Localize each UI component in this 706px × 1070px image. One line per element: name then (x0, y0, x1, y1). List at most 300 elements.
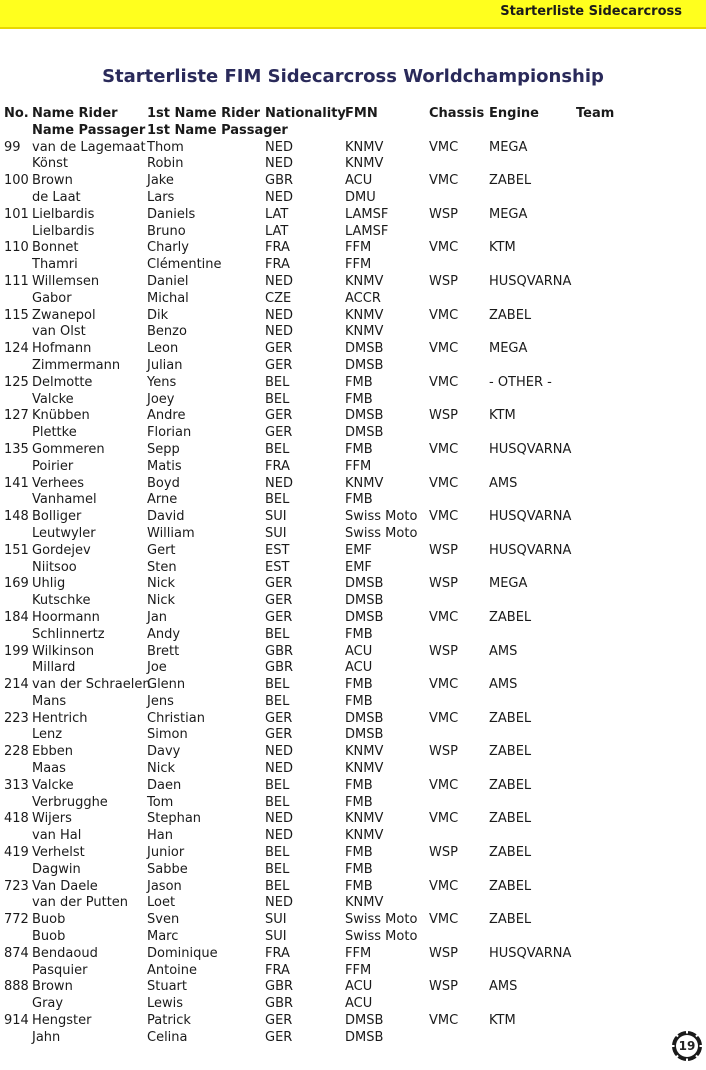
passenger-first-name: Arne (147, 492, 178, 508)
rider-name: Hengster (32, 1013, 92, 1029)
passenger-name: Poirier (32, 458, 74, 474)
rider-name: Van Daele (32, 878, 98, 894)
passenger-nationality: GER (265, 425, 293, 441)
passenger-nationality: SUI (265, 525, 287, 541)
table-row-passenger (0, 862, 706, 879)
passenger-fmn: ACU (345, 996, 373, 1012)
header-engine: Engine (489, 106, 539, 121)
rider-fmn: FMB (345, 878, 373, 894)
rider-nationality: SUI (265, 509, 287, 525)
passenger-first-name: Benzo (147, 324, 187, 340)
passenger-name: van Olst (32, 324, 86, 340)
rider-first-name: Daniel (147, 273, 189, 289)
rider-first-name: Patrick (147, 1013, 191, 1029)
rider-fmn: ACU (345, 643, 373, 659)
passenger-name: Gray (32, 996, 64, 1012)
entry-no: 125 (4, 374, 29, 390)
entry-no: 111 (4, 273, 29, 289)
rider-nationality: BEL (265, 845, 290, 861)
engine: HUSQVARNA (489, 441, 572, 457)
passenger-nationality: CZE (265, 290, 292, 306)
passenger-name: Verbrugghe (32, 794, 108, 810)
rider-nationality: FRA (265, 945, 290, 961)
table-row-passenger (0, 996, 706, 1013)
passenger-nationality: BEL (265, 794, 290, 810)
table-row-passenger (0, 324, 706, 341)
rider-fmn: KNMV (345, 811, 384, 827)
engine: HUSQVARNA (489, 273, 572, 289)
passenger-name: van der Putten (32, 895, 129, 911)
passenger-fmn: FMB (345, 693, 373, 709)
rider-fmn: Swiss Moto (345, 509, 418, 525)
passenger-fmn: DMSB (345, 425, 384, 441)
table-row-passenger (0, 358, 706, 375)
engine: HUSQVARNA (489, 509, 572, 525)
passenger-first-name: Han (147, 828, 173, 844)
passenger-fmn: Swiss Moto (345, 525, 418, 541)
rider-name: Delmotte (32, 374, 93, 390)
entry-no: 148 (4, 509, 29, 525)
rider-first-name: Sven (147, 912, 180, 928)
rider-fmn: KNMV (345, 273, 384, 289)
rider-name: Wilkinson (32, 643, 95, 659)
chassis: VMC (429, 710, 459, 726)
entry-no: 418 (4, 811, 29, 827)
table-row-passenger (0, 156, 706, 173)
rider-fmn: ACU (345, 173, 373, 189)
entry-no: 914 (4, 1013, 29, 1029)
passenger-fmn: DMU (345, 189, 376, 205)
rider-nationality: BEL (265, 878, 290, 894)
page-title: Starterliste FIM Sidecarcross Worldchampionship (102, 66, 604, 87)
table-row (0, 543, 706, 560)
engine: ZABEL (489, 744, 532, 760)
passenger-first-name: Andy (147, 626, 181, 642)
rider-name: Valcke (32, 777, 74, 793)
rider-nationality: GER (265, 341, 293, 357)
entry-no: 313 (4, 777, 29, 793)
table-row (0, 240, 706, 257)
passenger-nationality: NED (265, 761, 293, 777)
passenger-first-name: Matis (147, 458, 182, 474)
engine: ZABEL (489, 912, 532, 928)
table-row (0, 744, 706, 761)
passenger-first-name: Sabbe (147, 861, 188, 877)
passenger-nationality: NED (265, 828, 293, 844)
table-row (0, 509, 706, 526)
passenger-nationality: GER (265, 593, 293, 609)
passenger-fmn: KNMV (345, 895, 384, 911)
passenger-name: de Laat (32, 189, 81, 205)
passenger-fmn: FFM (345, 257, 372, 273)
passenger-nationality: BEL (265, 861, 290, 877)
passenger-nationality: GER (265, 727, 293, 743)
rider-fmn: FFM (345, 240, 372, 256)
passenger-first-name: Lewis (147, 996, 184, 1012)
entry-no: 127 (4, 408, 29, 424)
rider-name: Wijers (32, 811, 72, 827)
chassis: WSP (429, 206, 458, 222)
table-row-passenger (0, 627, 706, 644)
rider-nationality: GBR (265, 979, 294, 995)
header-first-name-rider: 1st Name Rider (147, 106, 261, 121)
table-row (0, 341, 706, 358)
rider-fmn: DMSB (345, 609, 384, 625)
passenger-nationality: FRA (265, 257, 290, 273)
passenger-nationality: BEL (265, 492, 290, 508)
passenger-nationality: NED (265, 324, 293, 340)
rider-first-name: Jake (147, 173, 174, 189)
passenger-name: van Hal (32, 828, 82, 844)
passenger-name: Buob (32, 929, 66, 945)
passenger-nationality: FRA (265, 962, 290, 978)
passenger-first-name: Antoine (147, 962, 198, 978)
passenger-first-name: Joe (147, 660, 167, 676)
rider-first-name: Stuart (147, 979, 187, 995)
table-row (0, 946, 706, 963)
chassis: VMC (429, 341, 459, 357)
passenger-first-name: Jens (147, 693, 174, 709)
passenger-name: Plettke (32, 425, 77, 441)
engine: MEGA (489, 341, 528, 357)
chassis: WSP (429, 408, 458, 424)
table-row (0, 644, 706, 661)
passenger-first-name: Tom (147, 794, 174, 810)
rider-name: Gommeren (32, 441, 105, 457)
entry-no: 888 (4, 979, 29, 995)
header-title: Starterliste Sidecarcross (500, 4, 682, 19)
table-row (0, 979, 706, 996)
entry-no: 100 (4, 173, 29, 189)
passenger-fmn: EMF (345, 559, 372, 575)
passenger-nationality: NED (265, 156, 293, 172)
rider-first-name: Boyd (147, 475, 180, 491)
passenger-name: Thamri (32, 257, 78, 273)
entry-no: 772 (4, 912, 29, 928)
starter-table (0, 106, 706, 1047)
rider-first-name: Nick (147, 576, 176, 592)
header-nationality: Nationality (265, 106, 346, 121)
entry-no: 110 (4, 240, 29, 256)
passenger-nationality: NED (265, 895, 293, 911)
table-row-passenger (0, 963, 706, 980)
rider-name: Bonnet (32, 240, 79, 256)
table-row (0, 274, 706, 291)
passenger-name: Lenz (32, 727, 63, 743)
table-row (0, 408, 706, 425)
rider-name: Buob (32, 912, 66, 928)
rider-name: van der Schraelen (32, 677, 151, 693)
entry-no: 151 (4, 542, 29, 558)
passenger-first-name: Michal (147, 290, 189, 306)
rider-name: Verhees (32, 475, 85, 491)
engine: KTM (489, 240, 516, 256)
engine: ZABEL (489, 777, 532, 793)
table-row-passenger (0, 761, 706, 778)
passenger-fmn: ACU (345, 660, 373, 676)
page-number: 19 (678, 1039, 696, 1053)
table-row (0, 1013, 706, 1030)
rider-name: Uhlig (32, 576, 66, 592)
table-row-passenger (0, 224, 706, 241)
passenger-nationality: GER (265, 357, 293, 373)
table-row-passenger (0, 895, 706, 912)
rider-nationality: BEL (265, 677, 290, 693)
rider-nationality: BEL (265, 441, 290, 457)
passenger-first-name: Marc (147, 929, 179, 945)
rider-first-name: Charly (147, 240, 189, 256)
engine: ZABEL (489, 173, 532, 189)
engine: ZABEL (489, 845, 532, 861)
passenger-name: Dagwin (32, 861, 81, 877)
table-row (0, 711, 706, 728)
passenger-fmn: FMB (345, 626, 373, 642)
chassis: VMC (429, 139, 459, 155)
rider-first-name: Sepp (147, 441, 180, 457)
rider-fmn: ACU (345, 979, 373, 995)
rider-name: Zwanepol (32, 307, 96, 323)
table-header-row-passenger (0, 123, 706, 140)
rider-first-name: Andre (147, 408, 186, 424)
passenger-name: Maas (32, 761, 66, 777)
passenger-first-name: Clémentine (147, 257, 222, 273)
header-name-passager: Name Passager (32, 122, 146, 138)
passenger-nationality: BEL (265, 693, 290, 709)
chassis: WSP (429, 576, 458, 592)
passenger-name: Vanhamel (32, 492, 97, 508)
table-row (0, 375, 706, 392)
table-row-passenger (0, 492, 706, 509)
chassis: WSP (429, 744, 458, 760)
passenger-fmn: FMB (345, 492, 373, 508)
table-body (0, 140, 706, 1047)
rider-fmn: KNMV (345, 744, 384, 760)
passenger-first-name: William (147, 525, 195, 541)
rider-name: Hoormann (32, 609, 100, 625)
rider-fmn: DMSB (345, 408, 384, 424)
passenger-first-name: Julian (147, 357, 183, 373)
rider-name: Verhelst (32, 845, 85, 861)
chassis: WSP (429, 845, 458, 861)
table-row-passenger (0, 291, 706, 308)
header-name-rider: Name Rider (32, 106, 118, 121)
chassis: WSP (429, 643, 458, 659)
passenger-name: Schlinnertz (32, 626, 105, 642)
entry-no: 101 (4, 206, 29, 222)
rider-first-name: Daen (147, 777, 182, 793)
entry-no: 223 (4, 710, 29, 726)
rider-fmn: DMSB (345, 1013, 384, 1029)
engine: ZABEL (489, 307, 532, 323)
entry-no: 99 (4, 139, 21, 155)
table-row-passenger (0, 392, 706, 409)
passenger-first-name: Lars (147, 189, 175, 205)
engine: AMS (489, 643, 518, 659)
rider-nationality: NED (265, 273, 293, 289)
header-bar (0, 0, 706, 29)
rider-fmn: FMB (345, 441, 373, 457)
chassis: WSP (429, 979, 458, 995)
rider-name: Bendaoud (32, 945, 98, 961)
engine: KTM (489, 408, 516, 424)
table-header-row (0, 106, 706, 123)
rider-nationality: GER (265, 609, 293, 625)
engine: AMS (489, 677, 518, 693)
entry-no: 141 (4, 475, 29, 491)
chassis: VMC (429, 374, 459, 390)
chassis: WSP (429, 273, 458, 289)
rider-name: Willemsen (32, 273, 100, 289)
passenger-name: Jahn (32, 1029, 61, 1045)
rider-fmn: KNMV (345, 475, 384, 491)
rider-fmn: DMSB (345, 576, 384, 592)
rider-nationality: GBR (265, 643, 294, 659)
table-row (0, 778, 706, 795)
rider-name: van de Lagemaat (32, 139, 146, 155)
passenger-fmn: Swiss Moto (345, 929, 418, 945)
rider-first-name: Dik (147, 307, 169, 323)
table-row-passenger (0, 828, 706, 845)
passenger-name: Gabor (32, 290, 72, 306)
table-row-passenger (0, 727, 706, 744)
table-row (0, 845, 706, 862)
table-row-passenger (0, 1030, 706, 1047)
rider-fmn: FMB (345, 374, 373, 390)
chassis: VMC (429, 509, 459, 525)
header-no: No. (4, 106, 29, 121)
passenger-name: Mans (32, 693, 67, 709)
passenger-first-name: Robin (147, 156, 184, 172)
engine: KTM (489, 1013, 516, 1029)
entry-no: 723 (4, 878, 29, 894)
rider-name: Hentrich (32, 710, 88, 726)
rider-name: Hofmann (32, 341, 92, 357)
engine: ZABEL (489, 609, 532, 625)
table-row-passenger (0, 560, 706, 577)
engine: ZABEL (489, 878, 532, 894)
table-row-passenger (0, 526, 706, 543)
rider-fmn: LAMSF (345, 206, 389, 222)
rider-nationality: BEL (265, 777, 290, 793)
table-row (0, 140, 706, 157)
rider-nationality: NED (265, 811, 293, 827)
rider-nationality: NED (265, 744, 293, 760)
chassis: VMC (429, 307, 459, 323)
rider-first-name: Daniels (147, 206, 196, 222)
header-chassis: Chassis (429, 106, 485, 121)
passenger-name: Niitsoo (32, 559, 77, 575)
passenger-first-name: Nick (147, 761, 176, 777)
rider-nationality: LAT (265, 206, 289, 222)
rider-name: Ebben (32, 744, 73, 760)
table-row (0, 308, 706, 325)
rider-nationality: GER (265, 710, 293, 726)
passenger-fmn: LAMSF (345, 223, 389, 239)
rider-name: Brown (32, 173, 73, 189)
passenger-fmn: KNMV (345, 761, 384, 777)
passenger-first-name: Celina (147, 1029, 188, 1045)
chassis: VMC (429, 240, 459, 256)
rider-nationality: BEL (265, 374, 290, 390)
chassis: VMC (429, 1013, 459, 1029)
engine: MEGA (489, 206, 528, 222)
entry-no: 135 (4, 441, 29, 457)
rider-name: Knübben (32, 408, 90, 424)
rider-fmn: KNMV (345, 307, 384, 323)
passenger-fmn: DMSB (345, 357, 384, 373)
engine: AMS (489, 979, 518, 995)
passenger-nationality: GBR (265, 996, 294, 1012)
passenger-nationality: GBR (265, 660, 294, 676)
passenger-name: Zimmermann (32, 357, 121, 373)
passenger-first-name: Simon (147, 727, 188, 743)
chassis: VMC (429, 173, 459, 189)
rider-fmn: FMB (345, 777, 373, 793)
rider-fmn: Swiss Moto (345, 912, 418, 928)
entry-no: 214 (4, 677, 29, 693)
page-number-badge (671, 1030, 703, 1062)
entry-no: 124 (4, 341, 29, 357)
rider-first-name: Jan (147, 609, 168, 625)
rider-fmn: KNMV (345, 139, 384, 155)
rider-first-name: David (147, 509, 185, 525)
passenger-nationality: BEL (265, 391, 290, 407)
rider-nationality: NED (265, 139, 293, 155)
passenger-fmn: FFM (345, 458, 372, 474)
rider-name: Lielbardis (32, 206, 95, 222)
table-row-passenger (0, 929, 706, 946)
rider-fmn: FMB (345, 677, 373, 693)
rider-nationality: GER (265, 1013, 293, 1029)
table-row-passenger (0, 425, 706, 442)
rider-first-name: Davy (147, 744, 181, 760)
rider-fmn: FMB (345, 845, 373, 861)
passenger-fmn: KNMV (345, 156, 384, 172)
rider-first-name: Christian (147, 710, 205, 726)
passenger-nationality: GER (265, 1029, 293, 1045)
engine: HUSQVARNA (489, 542, 572, 558)
table-row-passenger (0, 694, 706, 711)
passenger-name: Kutschke (32, 593, 91, 609)
chassis: VMC (429, 475, 459, 491)
passenger-first-name: Sten (147, 559, 177, 575)
passenger-first-name: Bruno (147, 223, 186, 239)
chassis: VMC (429, 777, 459, 793)
table-row-passenger (0, 593, 706, 610)
table-row (0, 207, 706, 224)
chassis: VMC (429, 677, 459, 693)
chassis: VMC (429, 811, 459, 827)
entry-no: 228 (4, 744, 29, 760)
passenger-fmn: DMSB (345, 593, 384, 609)
passenger-nationality: EST (265, 559, 290, 575)
passenger-nationality: SUI (265, 929, 287, 945)
rider-first-name: Yens (147, 374, 177, 390)
passenger-fmn: FFM (345, 962, 372, 978)
passenger-name: Leutwyler (32, 525, 96, 541)
rider-name: Brown (32, 979, 73, 995)
passenger-fmn: KNMV (345, 828, 384, 844)
passenger-name: Könst (32, 156, 68, 172)
table-row-passenger (0, 660, 706, 677)
passenger-fmn: FMB (345, 794, 373, 810)
table-row (0, 811, 706, 828)
entry-no: 115 (4, 307, 29, 323)
header-first-name-passager: 1st Name Passager (147, 122, 288, 138)
passenger-first-name: Joey (147, 391, 175, 407)
rider-nationality: NED (265, 307, 293, 323)
rider-fmn: DMSB (345, 341, 384, 357)
